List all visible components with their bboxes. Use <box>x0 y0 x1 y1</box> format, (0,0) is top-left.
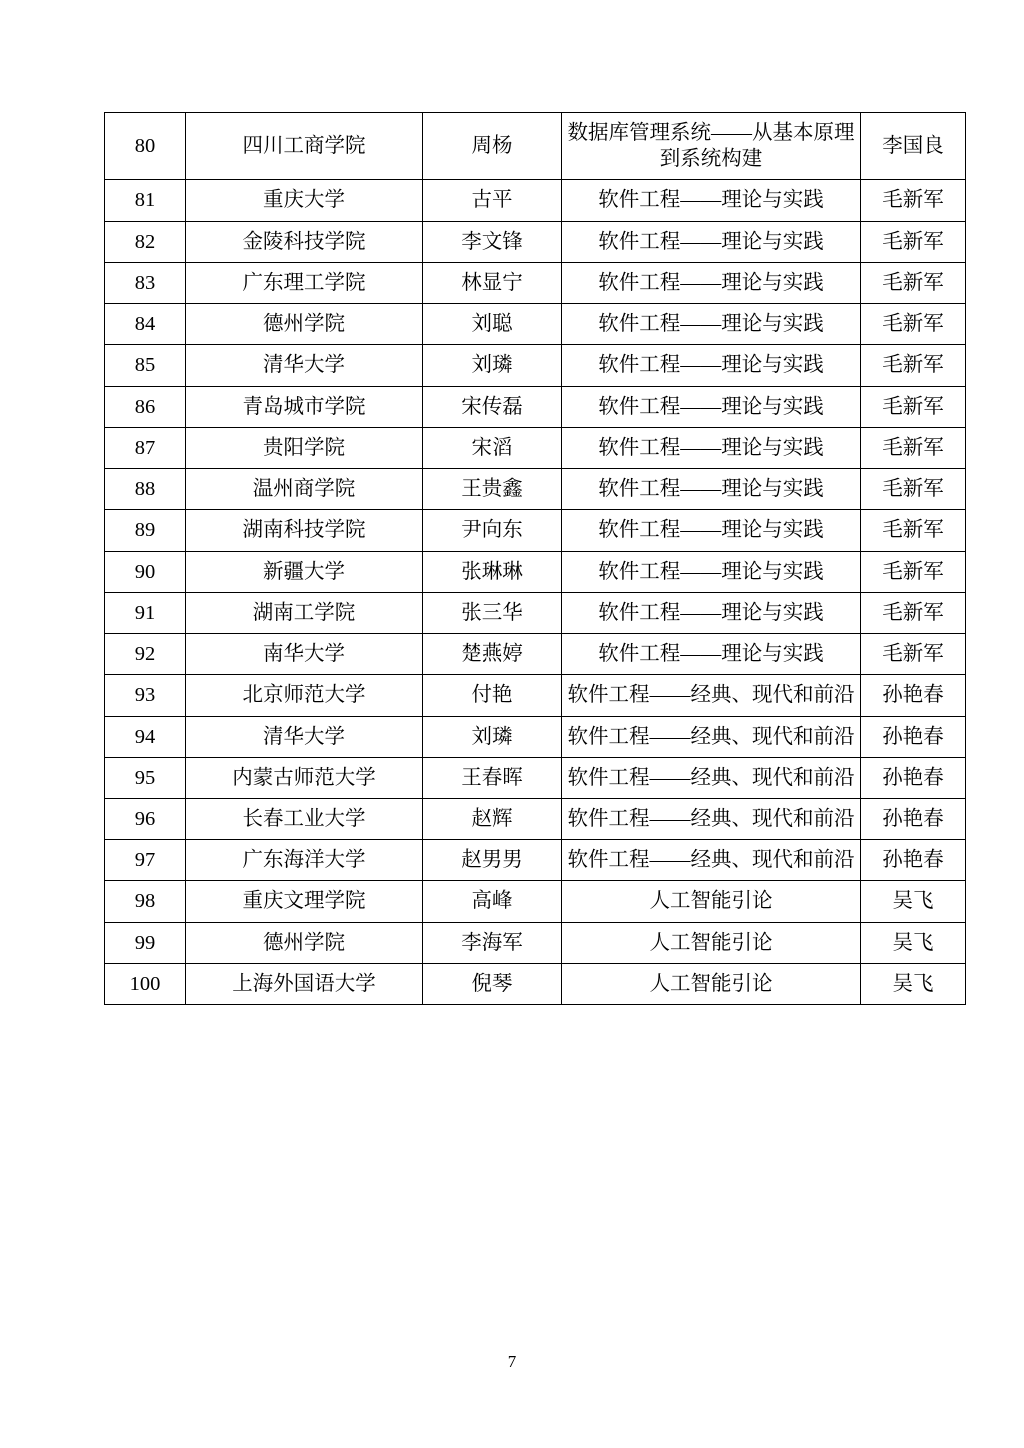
cell-index: 98 <box>105 881 186 922</box>
table-row <box>105 592 966 633</box>
cell-expert: 孙艳春 <box>861 675 966 716</box>
cell-school: 内蒙古师范大学 <box>186 757 423 798</box>
cell-course: 软件工程——经典、现代和前沿 <box>562 798 861 839</box>
cell-course: 软件工程——理论与实践 <box>562 510 861 551</box>
cell-course: 软件工程——理论与实践 <box>562 345 861 386</box>
cell-index: 91 <box>105 592 186 633</box>
table-row <box>105 840 966 881</box>
cell-teacher: 尹向东 <box>423 510 562 551</box>
table-body <box>105 113 966 1005</box>
table-row <box>105 510 966 551</box>
cell-school: 德州学院 <box>186 922 423 963</box>
cell-expert: 毛新军 <box>861 304 966 345</box>
cell-course: 软件工程——理论与实践 <box>562 304 861 345</box>
cell-school: 温州商学院 <box>186 469 423 510</box>
cell-course: 人工智能引论 <box>562 881 861 922</box>
cell-expert: 李国良 <box>861 113 966 180</box>
table-row <box>105 716 966 757</box>
table-row <box>105 304 966 345</box>
cell-teacher: 古平 <box>423 180 562 221</box>
cell-index: 88 <box>105 469 186 510</box>
cell-school: 贵阳学院 <box>186 427 423 468</box>
cell-teacher: 付艳 <box>423 675 562 716</box>
cell-teacher: 刘璘 <box>423 716 562 757</box>
cell-teacher: 李文锋 <box>423 221 562 262</box>
cell-index: 92 <box>105 634 186 675</box>
cell-index: 99 <box>105 922 186 963</box>
cell-school: 广东理工学院 <box>186 262 423 303</box>
cell-expert: 孙艳春 <box>861 757 966 798</box>
cell-teacher: 宋滔 <box>423 427 562 468</box>
course-assignment-table <box>104 112 966 1005</box>
cell-teacher: 李海军 <box>423 922 562 963</box>
cell-course: 软件工程——理论与实践 <box>562 180 861 221</box>
cell-teacher: 周杨 <box>423 113 562 180</box>
cell-course: 软件工程——经典、现代和前沿 <box>562 840 861 881</box>
cell-course: 软件工程——理论与实践 <box>562 592 861 633</box>
cell-index: 90 <box>105 551 186 592</box>
cell-expert: 毛新军 <box>861 510 966 551</box>
cell-expert: 毛新军 <box>861 427 966 468</box>
cell-school: 重庆文理学院 <box>186 881 423 922</box>
table-row <box>105 551 966 592</box>
cell-expert: 吴飞 <box>861 963 966 1004</box>
cell-teacher: 林显宁 <box>423 262 562 303</box>
cell-index: 93 <box>105 675 186 716</box>
cell-teacher: 张琳琳 <box>423 551 562 592</box>
cell-expert: 毛新军 <box>861 262 966 303</box>
table-row <box>105 634 966 675</box>
cell-course: 软件工程——经典、现代和前沿 <box>562 757 861 798</box>
cell-expert: 毛新军 <box>861 634 966 675</box>
cell-course: 软件工程——理论与实践 <box>562 221 861 262</box>
cell-school: 金陵科技学院 <box>186 221 423 262</box>
cell-course: 数据库管理系统——从基本原理到系统构建 <box>562 113 861 180</box>
cell-expert: 毛新军 <box>861 592 966 633</box>
table-row <box>105 262 966 303</box>
cell-index: 96 <box>105 798 186 839</box>
cell-index: 94 <box>105 716 186 757</box>
cell-index: 82 <box>105 221 186 262</box>
cell-school: 重庆大学 <box>186 180 423 221</box>
table-row <box>105 881 966 922</box>
cell-course: 人工智能引论 <box>562 963 861 1004</box>
cell-expert: 毛新军 <box>861 345 966 386</box>
cell-course: 软件工程——理论与实践 <box>562 469 861 510</box>
cell-teacher: 赵辉 <box>423 798 562 839</box>
cell-index: 97 <box>105 840 186 881</box>
cell-school: 清华大学 <box>186 716 423 757</box>
cell-index: 84 <box>105 304 186 345</box>
cell-teacher: 倪琴 <box>423 963 562 1004</box>
cell-teacher: 刘璘 <box>423 345 562 386</box>
table-row <box>105 113 966 180</box>
cell-course: 软件工程——经典、现代和前沿 <box>562 675 861 716</box>
cell-school: 清华大学 <box>186 345 423 386</box>
cell-course: 软件工程——理论与实践 <box>562 634 861 675</box>
cell-index: 80 <box>105 113 186 180</box>
cell-school: 青岛城市学院 <box>186 386 423 427</box>
cell-index: 87 <box>105 427 186 468</box>
cell-course: 软件工程——经典、现代和前沿 <box>562 716 861 757</box>
cell-school: 湖南科技学院 <box>186 510 423 551</box>
cell-expert: 毛新军 <box>861 221 966 262</box>
table-row <box>105 798 966 839</box>
table-row <box>105 469 966 510</box>
cell-index: 83 <box>105 262 186 303</box>
cell-school: 广东海洋大学 <box>186 840 423 881</box>
table-row <box>105 963 966 1004</box>
cell-course: 软件工程——理论与实践 <box>562 262 861 303</box>
cell-school: 南华大学 <box>186 634 423 675</box>
cell-course: 人工智能引论 <box>562 922 861 963</box>
cell-index: 86 <box>105 386 186 427</box>
cell-school: 四川工商学院 <box>186 113 423 180</box>
cell-teacher: 张三华 <box>423 592 562 633</box>
table-row <box>105 386 966 427</box>
cell-course: 软件工程——理论与实践 <box>562 386 861 427</box>
table-row <box>105 345 966 386</box>
cell-school: 上海外国语大学 <box>186 963 423 1004</box>
cell-index: 100 <box>105 963 186 1004</box>
table-row <box>105 675 966 716</box>
table-row <box>105 427 966 468</box>
cell-course: 软件工程——理论与实践 <box>562 427 861 468</box>
cell-expert: 吴飞 <box>861 881 966 922</box>
cell-teacher: 刘聪 <box>423 304 562 345</box>
table-row <box>105 922 966 963</box>
cell-expert: 孙艳春 <box>861 798 966 839</box>
table-row <box>105 221 966 262</box>
cell-teacher: 高峰 <box>423 881 562 922</box>
cell-expert: 毛新军 <box>861 180 966 221</box>
cell-index: 89 <box>105 510 186 551</box>
cell-teacher: 宋传磊 <box>423 386 562 427</box>
cell-index: 81 <box>105 180 186 221</box>
table-row <box>105 757 966 798</box>
cell-teacher: 赵男男 <box>423 840 562 881</box>
cell-index: 85 <box>105 345 186 386</box>
cell-teacher: 楚燕婷 <box>423 634 562 675</box>
page-number: 7 <box>507 1352 517 1371</box>
cell-school: 长春工业大学 <box>186 798 423 839</box>
cell-course: 软件工程——理论与实践 <box>562 551 861 592</box>
cell-teacher: 王贵鑫 <box>423 469 562 510</box>
cell-index: 95 <box>105 757 186 798</box>
cell-school: 湖南工学院 <box>186 592 423 633</box>
cell-expert: 毛新军 <box>861 469 966 510</box>
cell-school: 北京师范大学 <box>186 675 423 716</box>
cell-teacher: 王春晖 <box>423 757 562 798</box>
cell-school: 德州学院 <box>186 304 423 345</box>
cell-expert: 毛新军 <box>861 386 966 427</box>
cell-expert: 毛新军 <box>861 551 966 592</box>
cell-school: 新疆大学 <box>186 551 423 592</box>
cell-expert: 孙艳春 <box>861 716 966 757</box>
cell-expert: 吴飞 <box>861 922 966 963</box>
table-row <box>105 180 966 221</box>
cell-expert: 孙艳春 <box>861 840 966 881</box>
